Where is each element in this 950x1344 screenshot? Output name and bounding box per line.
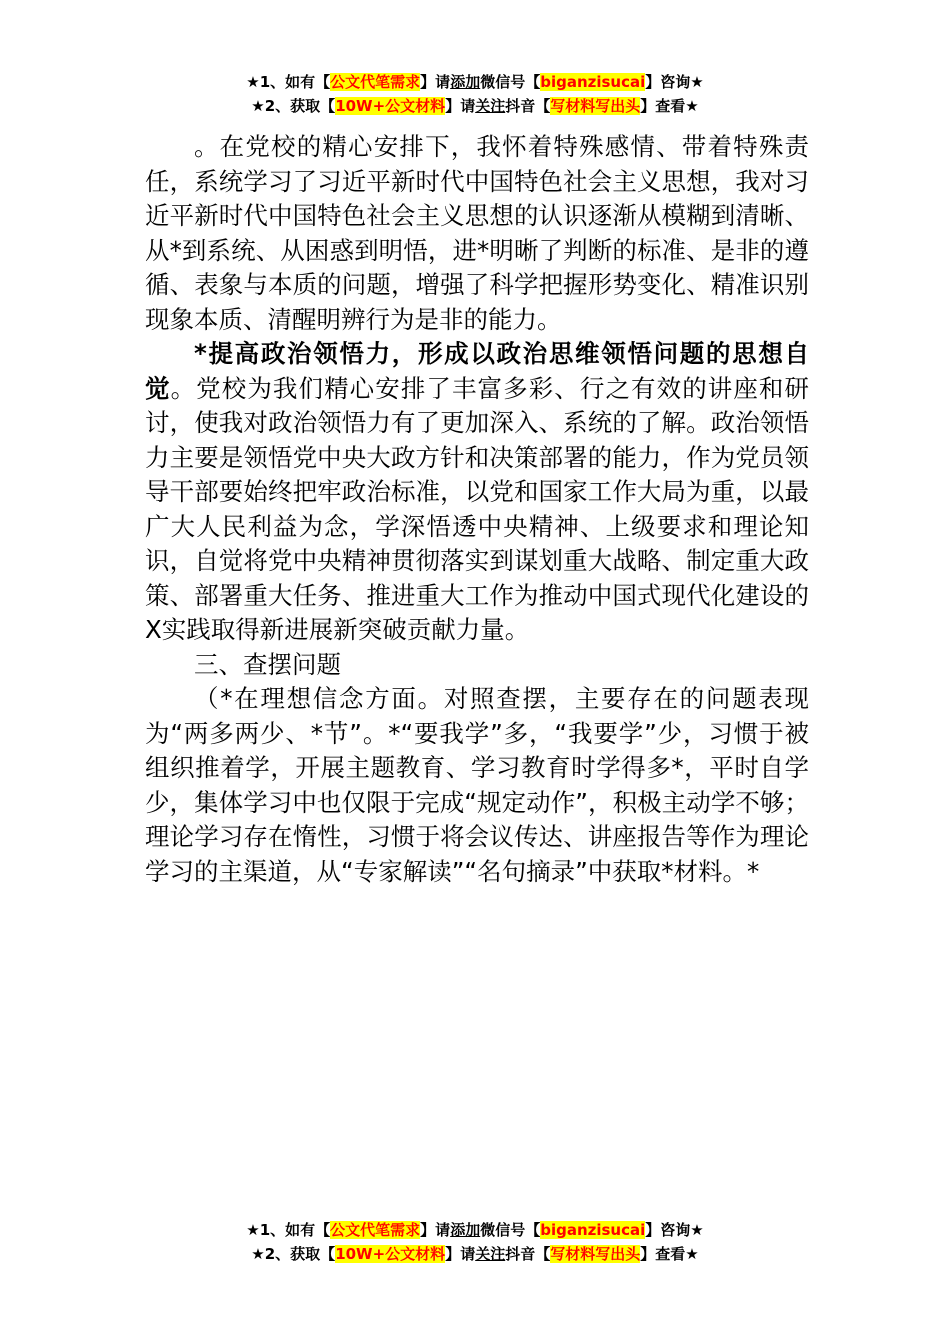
highlight-materials: 10W+公文材料 [335, 97, 446, 115]
banner-line-1: ★1、如有【公文代笔需求】请添加微信号【biganzisucai】咨询★ [246, 73, 704, 91]
paragraph-2-lead: *提高政治领悟力，形成以政治思维领悟问题的思想自觉 [145, 339, 809, 403]
paragraph-2: *提高政治领悟力，形成以政治思维领悟问题的思想自觉。党校为我们精心安排了丰富多彩、行之有效的讲座和研讨，使我对政治领悟力有了更加深入、系统的了解。政治领悟力主要是领悟党中央大政方针和决策部署的能力，作为党员领导干部要始终把牢政治标准，以党和国家工作大局为重，以最广大人民利益为念，学深悟透中央精神、上级要求和理论知识，自觉将党中央精神贯彻落实到谋划重大战略、制定重大政策、部署重大任务、推进重大工作为推动中国式现代化建设的X实践取得新进展新突破贡献力量。 [145, 339, 810, 644]
section-heading: 三、查摆问题 [194, 649, 341, 679]
header-banner [0, 70, 950, 118]
banner-line-2: ★2、获取【10W+公文材料】请关注抖音【写材料写出头】查看★ [251, 97, 699, 115]
paragraph-1: 。在党校的精心安排下，我怀着特殊感情、带着特殊责任，系统学习了习近平新时代中国特色社会主义思想，我对习近平新时代中国特色社会主义思想的认识逐渐从模糊到清晰、从*到系统、从困惑到明悟，进*明晰了判断的标准、是非的遵循、表象与本质的问题，增强了科学把握形势变化、精准识别现象本质、清醒明辨行为是非的能力。 [145, 132, 809, 334]
footer-line-1: ★1、如有【公文代笔需求】请添加微信号【biganzisucai】咨询★ [246, 1221, 704, 1239]
highlight-wechat-id: biganzisucai [540, 73, 646, 91]
paragraph-3: （*在理想信念方面。对照查摆，主要存在的问题表现为“两多两少、*节”。*“要我学”多，“我要学”少，习惯于被组织推着学，开展主题教育、学习教育时学得多*，平时自学少，集体学习中也仅限于完成“规定动作”，积极主动学不够；理论学习存在惰性，习惯于将会议传达、讲座报告等作为理论学习的主渠道，从“专家解读”“名句摘录”中获取*材料。* [145, 684, 809, 886]
document-body [145, 130, 809, 889]
highlight-materials: 10W+公文材料 [335, 1245, 446, 1263]
footer-banner [0, 1218, 950, 1266]
highlight-service: 公文代笔需求 [330, 1221, 421, 1239]
footer-line-2: ★2、获取【10W+公文材料】请关注抖音【写材料写出头】查看★ [251, 1245, 699, 1263]
highlight-service: 公文代笔需求 [330, 73, 421, 91]
highlight-douyin: 写材料写出头 [550, 97, 641, 115]
highlight-wechat-id: biganzisucai [540, 1221, 646, 1239]
highlight-douyin: 写材料写出头 [550, 1245, 641, 1263]
